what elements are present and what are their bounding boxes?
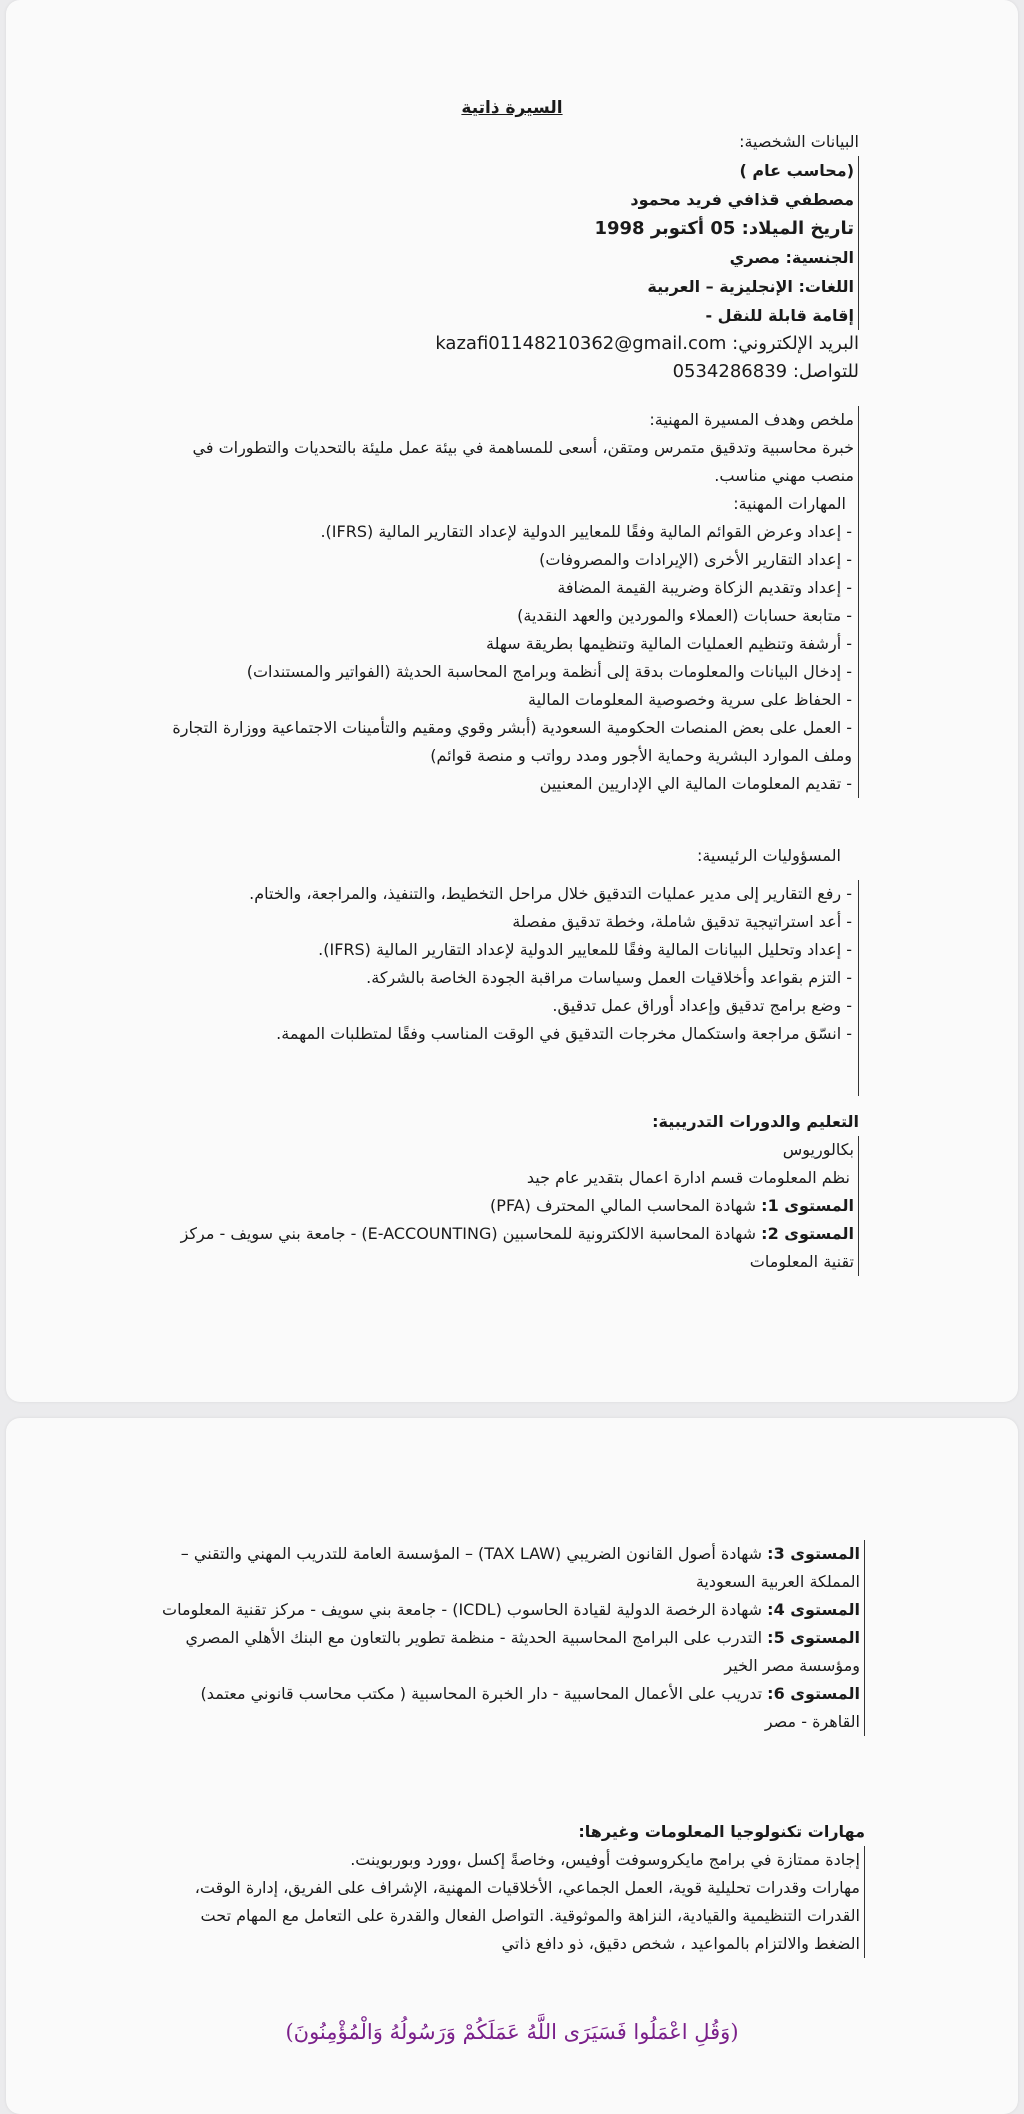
course-level: المستوى 5: (767, 1628, 860, 1647)
course-text: التدرب على البرامج المحاسبية الحديثة - منظمة تطوير بالتعاون مع البنك الأهلي المصري ومؤسسة مصر الخير (185, 1628, 860, 1675)
responsibilities-list (159, 880, 859, 1096)
skill-item: - متابعة حسابات (العملاء والموردين والعهد النقدية) (517, 606, 852, 625)
office-skills: إجادة ممتازة في برامج مايكروسوفت أوفيس، وخاصةً إكسل ،وورد وبوربوينت. (350, 1850, 860, 1869)
role: (محاسب عام ) (739, 161, 854, 180)
course-level: المستوى 4: (767, 1600, 860, 1619)
responsibility-item: - أعد استراتيجية تدقيق شاملة، وخطة تدقيق مفصلة (512, 912, 852, 931)
skill-item: - إدخال البيانات والمعلومات بدقة إلى أنظمة وبرامج المحاسبة الحديثة (الفواتير والمستندات) (246, 662, 852, 681)
degree: بكالوريوس (782, 1140, 854, 1159)
course-item (159, 1192, 854, 1220)
course-text: شهادة أصول القانون الضريبي (TAX LAW) – المؤسسة العامة للتدريب المهني والتقني – المملكة العربية السعودية (180, 1544, 860, 1591)
skill-item: - إعداد وعرض القوائم المالية وفقًا للمعايير الدولية لإعداد التقارير المالية (IFRS). (320, 522, 852, 541)
summary-text: خبرة محاسبية وتدقيق متمرس ومتقن، أسعى للمساهمة في بيئة عمل مليئة بالتحديات والتطورات في منصب مهني مناسب. (192, 438, 854, 485)
skills-list (154, 518, 854, 798)
summary-heading: ملخص وهدف المسيرة المهنية: (649, 410, 854, 429)
skill-item: - تقديم المعلومات المالية الي الإداريين المعنيين (539, 774, 852, 793)
education-block (159, 1136, 859, 1276)
page-1 (6, 0, 1018, 1402)
course-item (160, 1680, 860, 1736)
responsibility-item: - رفع التقارير إلى مدير عمليات التدقيق خلال مراحل التخطيط، والتنفيذ، والمراجعة، والختام. (249, 884, 852, 903)
responsibility-item: - وضع برامج تدقيق وإعداد أوراق عمل تدقيق. (552, 996, 852, 1015)
course-text: شهادة الرخصة الدولية لقيادة الحاسوب (ICDL) - جامعة بني سويف - مركز تقنية المعلومات (162, 1600, 768, 1619)
major: نظم المعلومات قسم ادارة اعمال بتقدير عام جيد (526, 1168, 850, 1187)
course-text: شهادة المحاسب المالي المحترف (PFA) (490, 1196, 762, 1215)
nationality: الجنسية: مصري (729, 248, 854, 267)
course-item (160, 1540, 860, 1596)
email[interactable]: البريد الإلكتروني: kazafi01148210362@gmail.com (435, 333, 859, 354)
phone[interactable]: للتواصل: 0534286839 (672, 361, 859, 382)
full-name: مصطفي قذافي فريد محمود (630, 190, 854, 209)
responsibilities-heading: المسؤوليات الرئيسية: (696, 846, 841, 865)
responsibility-item: - انسّق مراجعة واستكمال مخرجات التدقيق في الوقت المناسب وفقًا لمتطلبات المهمة. (276, 1024, 852, 1043)
skill-item: - الحفاظ على سرية وخصوصية المعلومات المالية (528, 690, 852, 709)
it-skills-block (165, 1846, 865, 1958)
residence: إقامة قابلة للنقل - (705, 306, 854, 325)
skill-item: - إعداد وتقديم الزكاة وضريبة القيمة المضافة (557, 578, 852, 597)
it-skills-section (165, 1818, 865, 1958)
skills-heading: المهارات المهنية: (733, 494, 846, 513)
education-section (159, 1108, 859, 1276)
education-continued (160, 1540, 865, 1736)
course-item (160, 1624, 860, 1680)
course-text: تدريب على الأعمال المحاسبية - دار الخبرة المحاسبية ( مكتب محاسب قانوني معتمد) القاهرة - مصر (200, 1684, 860, 1731)
course-item (159, 1220, 854, 1276)
course-item (160, 1596, 860, 1624)
skill-item: - أرشفة وتنظيم العمليات المالية وتنظيمها بطريقة سهلة (486, 634, 852, 653)
page-2 (6, 1418, 1018, 2114)
languages: اللغات: الإنجليزية – العربية (647, 277, 854, 296)
document-title: السيرة ذاتية (461, 98, 563, 118)
course-level: المستوى 1: (761, 1196, 854, 1215)
education-heading: التعليم والدورات التدريبية: (652, 1112, 859, 1131)
summary-and-skills-section (154, 406, 859, 798)
responsibilities-section (159, 842, 859, 1096)
responsibility-item: - التزم بقواعد وأخلاقيات العمل وسياسات مراقبة الجودة الخاصة بالشركة. (366, 968, 852, 987)
skill-item: - إعداد التقارير الأخرى (الإيرادات والمصروفات) (539, 550, 852, 569)
course-level: المستوى 2: (761, 1224, 854, 1243)
closing-quote: (وَقُلِ اعْمَلُوا فَسَيَرَى اللَّهُ عَمَلَكُمْ وَرَسُولُهُ وَالْمُؤْمِنُونَ) (285, 2020, 739, 2044)
course-text: شهادة المحاسبة الالكترونية للمحاسبين (E-ACCOUNTING) - جامعة بني سويف - مركز تقنية المعلومات (180, 1224, 854, 1271)
course-level: المستوى 3: (767, 1544, 860, 1563)
skill-item: - العمل على بعض المنصات الحكومية السعودية (أبشر وقوي ومقيم والتأمينات الاجتماعية ووزارة التجارة وملف الموارد البشرية وحماية الأجور ومدد رواتب و منصة قوائم) (172, 718, 852, 765)
personal-heading: البيانات الشخصية: (739, 132, 859, 151)
it-skills-heading: مهارات تكنولوجيا المعلومات وغيرها: (578, 1822, 865, 1841)
personal-info-section (159, 128, 859, 386)
personal-bold-block (159, 156, 859, 330)
soft-skills: مهارات وقدرات تحليلية قوية، العمل الجماعي، الأخلاقيات المهنية، الإشراف على الفريق، إدارة الوقت، القدرات التنظيمية والقيادية، النزاهة والموثوقية. التواصل الفعال والقدرة على التعامل مع المهام تحت الضغط والالتزام بالمواعيد ، شخص دقيق، ذو دافع ذاتي (194, 1878, 860, 1953)
birth-date: تاريخ الميلاد: 05 أكتوبر 1998 (594, 218, 854, 239)
responsibility-item: - إعداد وتحليل البيانات المالية وفقًا للمعايير الدولية لإعداد التقارير المالية (IFRS). (318, 940, 852, 959)
course-level: المستوى 6: (767, 1684, 860, 1703)
